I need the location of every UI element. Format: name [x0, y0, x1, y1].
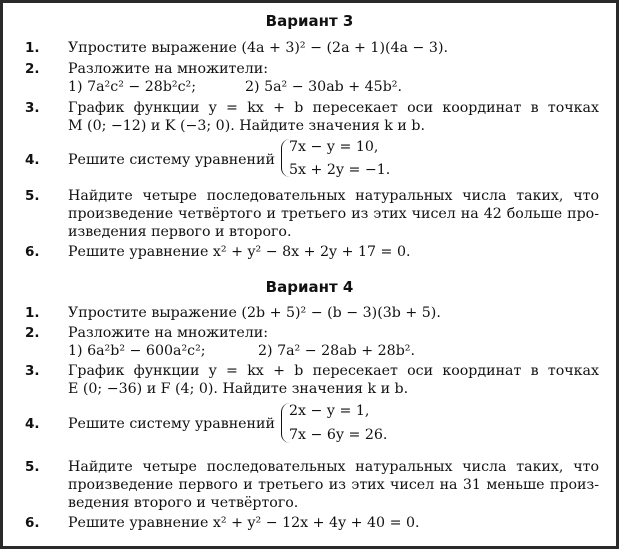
v4-task-2-option-2: 2) 7a² − 28ab + 28b².	[258, 343, 415, 359]
v3-task-1-text: Упростите выражение (4a + 3)² − (2a + 1)(4a − 3).	[68, 40, 448, 56]
v4-task-3-text-line-2: E (0; −36) и F (4; 0). Найдите значения k и b.	[68, 381, 409, 397]
v3-task-3-text-line-1: График функции y = kx + b пересекает оси координат в точках	[68, 100, 599, 116]
v3-task-6-text: Решите уравнение x² + y² − 8x + 2y + 17 = 0.	[68, 244, 411, 260]
v3-task-4-text: Решите систему уравнений	[68, 152, 275, 168]
v3-task-5-text-line-1: Найдите четыре последовательных натуральных числа таких, что	[68, 188, 599, 204]
v3-task-1-number: 1.	[25, 40, 40, 56]
variant-3-title: Вариант 3	[265, 12, 354, 30]
v3-task-5-text-line-2: произведение четвёртого и третьего из этих чисел на 42 больше про-	[68, 206, 599, 222]
v4-task-5-text-line-1: Найдите четыре последовательных натуральных числа таких, что	[68, 459, 599, 475]
v3-task-2-option-1: 1) 7a²c² − 28b²c²;	[68, 79, 197, 95]
v4-task-1-text: Упростите выражение (2b + 5)² − (b − 3)(3b + 5).	[68, 305, 441, 321]
v4-system-equation-1: 2x − y = 1,	[289, 403, 370, 419]
v3-task-3-number: 3.	[25, 100, 40, 116]
v4-task-5-text-line-3: ведения второго и четвёртого.	[68, 495, 299, 511]
v4-task-2-option-1: 1) 6a²b² − 600a²c²;	[68, 343, 206, 359]
v4-task-2-text: Разложите на множители:	[68, 325, 269, 341]
v4-task-1-number: 1.	[25, 305, 40, 321]
v4-system-equation-2: 7x − 6y = 26.	[289, 427, 388, 443]
v4-task-6-number: 6.	[25, 515, 40, 531]
variant-4-title: Вариант 4	[265, 278, 354, 296]
v3-task-2-text: Разложите на множители:	[68, 61, 269, 77]
v4-task-4-number: 4.	[25, 416, 40, 432]
v4-task-3-text-line-1: График функции y = kx + b пересекает оси координат в точках	[68, 363, 599, 379]
v4-task-4-text: Решите систему уравнений	[68, 416, 275, 432]
v3-task-3-text-line-2: M (0; −12) и K (−3; 0). Найдите значения k и b.	[68, 118, 425, 134]
v3-task-5-text-line-3: изведения первого и второго.	[68, 224, 292, 240]
v4-task-5-number: 5.	[25, 459, 40, 475]
v4-task-6-text: Решите уравнение x² + y² − 12x + 4y + 40 = 0.	[68, 515, 420, 531]
v3-system-equation-2: 5x + 2y = −1.	[289, 162, 391, 178]
v4-task-5-text-line-2: произведение первого и третьего из этих чисел на 31 меньше произ-	[68, 477, 599, 493]
v3-task-4-number: 4.	[25, 152, 40, 168]
v3-task-6-number: 6.	[25, 244, 40, 260]
v3-task-2-number: 2.	[25, 61, 40, 77]
v4-task-2-number: 2.	[25, 325, 40, 341]
v3-task-5-number: 5.	[25, 188, 40, 204]
v4-task-3-number: 3.	[25, 363, 40, 379]
v3-task-2-option-2: 2) 5a² − 30ab + 45b².	[245, 79, 402, 95]
v3-system-equation-1: 7x − y = 10,	[289, 139, 379, 155]
